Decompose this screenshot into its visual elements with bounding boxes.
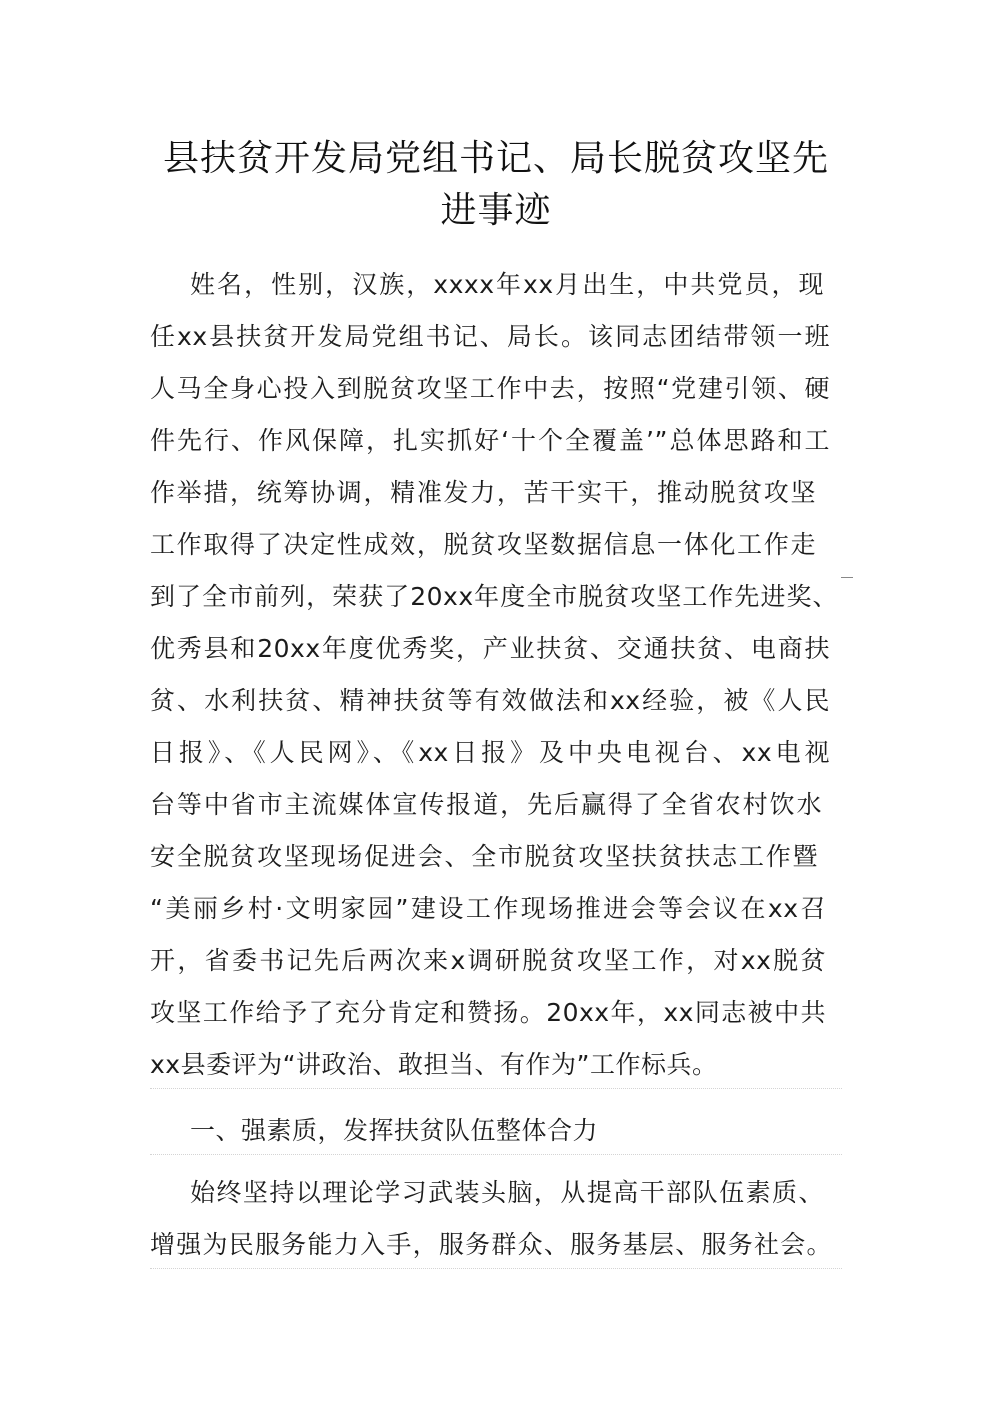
paragraph-line: 工作取得了决定性成效，脱贫攻坚数据信息一体化工作走 <box>150 530 816 559</box>
document-title <box>150 133 842 237</box>
paragraph-line: 优秀县和20xx年度优秀奖，产业扶贫、交通扶贫、电商扶 <box>150 634 830 663</box>
paragraph-line: 增强为民服务能力入手，服务群众、服务基层、服务社会。 <box>150 1230 832 1259</box>
separator-line <box>150 1268 842 1269</box>
paragraph-line: 台等中省市主流媒体宣传报道，先后赢得了全省农村饮水 <box>150 790 822 819</box>
paragraph-line: 姓名，性别，汉族，xxxx年xx月出生，中共党员，现 <box>190 270 824 299</box>
paragraph-line: “美丽乡村·文明家园”建设工作现场推进会等会议在xx召 <box>150 894 826 923</box>
paragraph-line: 日报》、《人民网》、《xx日报》及中央电视台、xx电视 <box>150 738 830 767</box>
paragraph-line: 安全脱贫攻坚现场促进会、全市脱贫攻坚扶贫扶志工作暨 <box>150 842 818 871</box>
margin-mark <box>841 577 853 578</box>
title-line-2: 进事迹 <box>440 190 552 231</box>
paragraph-line: 到了全市前列，荣获了20xx年度全市脱贫攻坚工作先进奖、 <box>150 582 838 611</box>
paragraph-line: xx县委评为“讲政治、敢担当、有作为”工作标兵。 <box>150 1050 718 1079</box>
paragraph-line: 攻坚工作给予了充分肯定和赞扬。20xx年，xx同志被中共 <box>150 998 826 1027</box>
paragraph-line: 任xx县扶贫开发局党组书记、局长。该同志团结带领一班 <box>150 322 830 351</box>
title-line-1: 县扶贫开发局党组书记、局长脱贫攻坚先 <box>162 138 829 179</box>
paragraph-line: 人马全身心投入到脱贫攻坚工作中去，按照“党建引领、硬 <box>150 374 830 403</box>
paragraph-line: 作举措，统筹协调，精准发力，苦干实干，推动脱贫攻坚 <box>150 478 816 507</box>
separator-line <box>150 1088 842 1089</box>
paragraph-line: 件先行、作风保障，扎实抓好‘十个全覆盖’”总体思路和工 <box>150 426 830 455</box>
separator-line <box>150 1154 842 1155</box>
section-heading: 一、强素质，发挥扶贫队伍整体合力 <box>190 1116 599 1145</box>
paragraph-line: 开，省委书记先后两次来x调研脱贫攻坚工作，对xx脱贫 <box>150 946 826 975</box>
paragraph-line: 贫、水利扶贫、精神扶贫等有效做法和xx经验，被《人民 <box>150 686 830 715</box>
paragraph-line: 始终坚持以理论学习武装头脑，从提高干部队伍素质、 <box>190 1178 824 1207</box>
